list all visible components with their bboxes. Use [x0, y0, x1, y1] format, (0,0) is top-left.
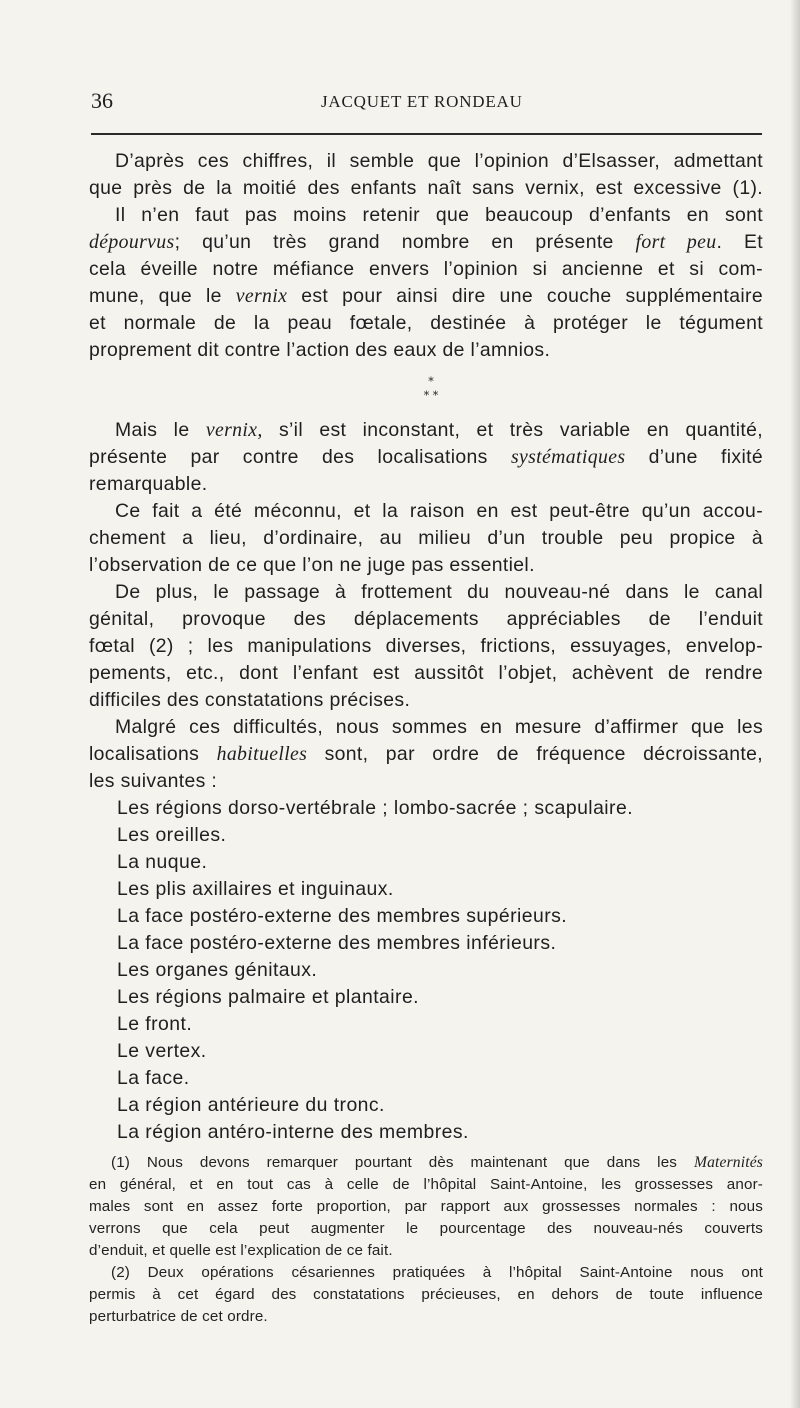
paragraph-1-line-2: que près de la moitié des enfants naît sans vernix, est excessive (1). [89, 177, 763, 199]
paragraph-1-line-4 [89, 231, 763, 253]
localisation-item: Les régions dorso-vertébrale ; lombo-sacrée ; scapulaire. [117, 797, 634, 819]
paragraph-2-line-1 [115, 419, 763, 441]
footnote-2-line-2: permis à cet égard des constatations précieuses, en dehors de toute influence [89, 1286, 763, 1303]
emphasis-systematiques: systématiques [510, 446, 626, 468]
paragraph-4-line-5: difficiles des constatations précises. [89, 689, 411, 711]
emphasis-vernix-2: vernix, [205, 419, 263, 441]
localisation-item: La région antéro-interne des membres. [117, 1121, 469, 1143]
footnote-1-line-2: en général, et en tout cas à celle de l’hôpital Saint-Antoine, les grossesses anor- [89, 1176, 763, 1193]
paragraph-4-line-1: De plus, le passage à frottement du nouveau-né dans le canal [115, 581, 763, 603]
paragraph-1-line-6 [89, 285, 763, 307]
localisation-item: La face postéro-externe des membres supérieurs. [117, 905, 568, 927]
running-head: JACQUET ET RONDEAU [321, 92, 523, 111]
footnote-2-line-1: (2) Deux opérations césariennes pratiquées à l’hôpital Saint-Antoine nous ont [111, 1264, 763, 1281]
paragraph-2-line-1-start: Mais le [115, 419, 206, 441]
paragraph-5-line-1: Malgré ces difficultés, nous sommes en mesure d’affirmer que les [115, 716, 763, 738]
footnote-1-line-1-text: (1) Nous devons remarquer pourtant dès maintenant que dans les [111, 1154, 694, 1171]
paragraph-5-line-2-end: sont, par ordre de fréquence décroissante, [307, 743, 763, 765]
paragraph-1-line-7: et normale de la peau fœtale, destinée à protéger le tégument [89, 312, 763, 334]
localisation-item: La face postéro-externe des membres inférieurs. [117, 932, 557, 954]
page-header [91, 89, 761, 123]
paragraph-2-line-2 [89, 446, 763, 468]
paragraph-3-line-1: Ce fait a été méconnu, et la raison en est peut-être qu’un accou- [115, 500, 763, 522]
footnote-1-line-1 [111, 1154, 763, 1172]
paragraph-3-line-3: l’observation de ce que l’on ne juge pas essentiel. [89, 554, 535, 576]
localisation-item: Les organes génitaux. [117, 959, 318, 981]
paragraph-2-line-3: remarquable. [89, 473, 208, 495]
paragraph-4-line-2: génital, provoque des déplacements appréciables de l’enduit [89, 608, 763, 630]
localisation-item: La face. [117, 1067, 190, 1089]
emphasis-fort-peu: fort peu [635, 231, 717, 253]
emphasis-vernix: vernix [235, 285, 288, 307]
footnote-1-line-4: verrons que cela peut augmenter le pourcentage des nouveau-nés couverts [89, 1220, 763, 1237]
emphasis-maternites: Maternités [693, 1154, 763, 1171]
paragraph-4-line-4: pements, etc., dont l’enfant est aussitôt l’objet, achèvent de rendre [89, 662, 763, 684]
section-asterism-top: * [428, 375, 434, 388]
localisation-item: La région antérieure du tronc. [117, 1094, 385, 1116]
localisation-item: Les oreilles. [117, 824, 227, 846]
paragraph-5-line-3: les suivantes : [89, 770, 218, 792]
paragraph-1-line-8: proprement dit contre l’action des eaux de l’amnios. [89, 339, 551, 361]
footnote-2-line-3: perturbatrice de cet ordre. [89, 1308, 268, 1325]
emphasis-habituelles: habituelles [216, 743, 308, 765]
paragraph-1-line-6-start: mune, que le [89, 285, 236, 307]
emphasis-depourvus: dépourvus [89, 231, 175, 253]
paragraph-3-line-2: chement a lieu, d’ordinaire, au milieu d’un trouble peu propice à [89, 527, 763, 549]
paragraph-1-line-5: cela éveille notre méfiance envers l’opinion si ancienne et si com- [89, 258, 763, 280]
localisation-item: Les plis axillaires et inguinaux. [117, 878, 394, 900]
paragraph-2-line-1-end: s’il est inconstant, et très variable en quantité, [262, 419, 764, 441]
footnote-1-line-3: males sont en assez forte proportion, par rapport aux grossesses normales : nous [89, 1198, 763, 1215]
section-asterism-bottom: * * [423, 389, 439, 402]
localisation-item: Le vertex. [117, 1040, 207, 1062]
paragraph-1-line-6-end: est pour ainsi dire une couche supplémentaire [287, 285, 763, 307]
paragraph-1-line-4-text: ; qu’un très grand nombre en présente [174, 231, 636, 253]
localisation-item: La nuque. [117, 851, 208, 873]
paragraph-2-line-2-end: d’une fixité [625, 446, 763, 468]
localisation-item: Les régions palmaire et plantaire. [117, 986, 420, 1008]
page-edge-shadow [790, 0, 800, 1408]
localisation-item: Le front. [117, 1013, 193, 1035]
paragraph-1-line-4-end: . Et [716, 231, 764, 253]
paragraph-5-line-2 [89, 743, 763, 765]
paragraph-5-line-2-start: localisations [89, 743, 217, 765]
page-number: 36 [91, 88, 113, 113]
paragraph-2-line-2-start: présente par contre des localisations [89, 446, 511, 468]
paragraph-1-line-3: Il n’en faut pas moins retenir que beaucoup d’enfants en sont [115, 204, 763, 226]
paragraph-1-line-1: D’après ces chiffres, il semble que l’opinion d’Elsasser, admettant [115, 150, 763, 172]
footnote-1-line-5: d’enduit, et quelle est l’explication de ce fait. [89, 1242, 393, 1259]
header-rule [91, 133, 762, 135]
paragraph-4-line-3: fœtal (2) ; les manipulations diverses, frictions, essuyages, envelop- [89, 635, 763, 657]
